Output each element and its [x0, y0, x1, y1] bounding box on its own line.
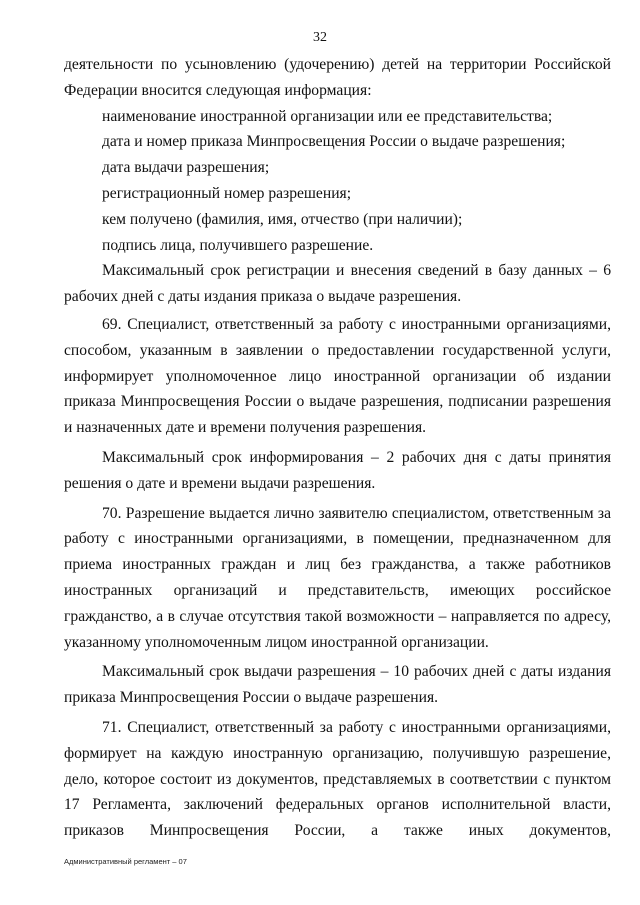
list-item: регистрационный номер разрешения; [102, 184, 352, 202]
list-item: дата выдачи разрешения; [102, 159, 270, 177]
footer-note: Административный регламент – 07 [64, 857, 187, 866]
list-item: кем получено (фамилия, имя, отчество (при наличии); [102, 210, 463, 228]
paragraph: Максимальный срок выдачи разрешения – 10 рабочих дней с даты издания приказа Минпросвещения России о выдаче разрешения. [64, 663, 611, 707]
paragraph-69: 69. Специалист, ответственный за работу с иностранными организациями, способом, указанным в заявлении о предоставлении государственной услуги, информирует уполномоченное лицо иностранной организации об издании приказа Минпросвещения России о выдаче разрешения, подписании разрешения и назначенных дате и времени получения разрешения. [64, 315, 611, 437]
paragraph-continuation: деятельности по усыновлению (удочерению) детей на территории Российской Федерации вносится следующая информация: [64, 56, 611, 99]
paragraph-70: 70. Разрешение выдается лично заявителю специалистом, ответственным за работу с иностранными организациями, в помещении, предназначенном для приема иностранных граждан и лиц без гражданства, а также работников иностранных организаций и представительств, имеющих российское гражданство, а в случае отсутствия такой возможности – направляется по адресу, указанному уполномоченным лицом иностранной организации. [64, 504, 611, 651]
paragraph-71: 71. Специалист, ответственный за работу с иностранными организациями, формирует на каждую иностранную организацию, получившую разрешение, дело, которое состоит из документов, представляемых в соответствии с пунктом 17 Регламента, заключений федеральных органов исполнительной власти, приказов Минпросвещения России, а также иных документов, [64, 718, 611, 840]
paragraph: Максимальный срок информирования – 2 рабочих дня с даты принятия решения о дате и времени выдачи разрешения. [64, 448, 611, 492]
document-body [64, 52, 611, 844]
paragraph: Максимальный срок регистрации и внесения сведений в базу данных – 6 рабочих дней с даты издания приказа о выдаче разрешения. [64, 262, 611, 306]
list-item: наименование иностранной организации или ее представительства; [102, 107, 553, 125]
list-item: дата и номер приказа Минпросвещения России о выдаче разрешения; [102, 133, 566, 151]
list-item: подпись лица, получившего разрешение. [102, 236, 374, 254]
page-number: 32 [313, 30, 327, 45]
